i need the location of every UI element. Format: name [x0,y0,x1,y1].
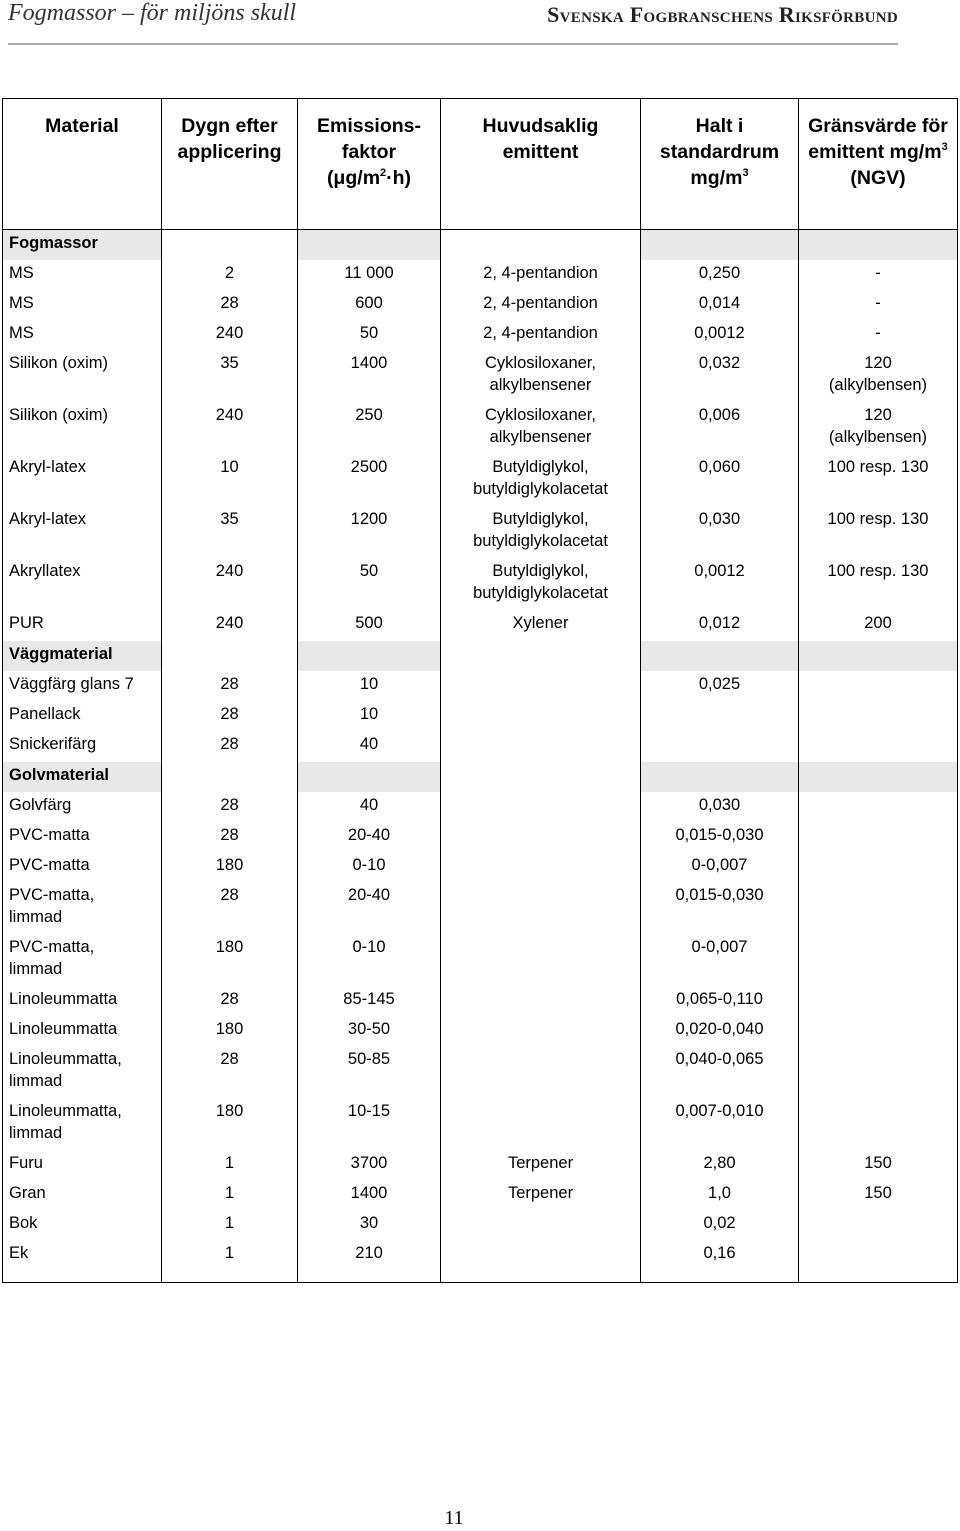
table-cell: 1,0 [641,1180,799,1210]
table-cell: PVC-matta [3,852,162,882]
table-row [3,454,958,506]
table-cell: Cyklosiloxaner, alkylbensener [441,350,641,402]
table-header-row [3,99,958,230]
table-cell: 100 resp. 130 [799,506,958,558]
table-cell: 50 [298,558,441,610]
padding-cell [441,1270,641,1283]
table-cell [441,1240,641,1270]
table-cell: - [799,320,958,350]
table-row [3,934,958,986]
section-header-cell [641,762,799,793]
table-cell: 28 [162,792,298,822]
table-cell: Butyldiglykol, butyldiglykolacetat [441,506,641,558]
table-cell: Bok [3,1210,162,1240]
table-cell: Silikon (oxim) [3,350,162,402]
table-cell: 150 [799,1150,958,1180]
table-cell [641,701,799,731]
table-row [3,701,958,731]
padding-cell [641,1270,799,1283]
table-cell: - [799,290,958,320]
table-cell: 40 [298,792,441,822]
table-cell: 28 [162,882,298,934]
table-row [3,1240,958,1270]
table-row [3,882,958,934]
table-cell: 10 [298,701,441,731]
table-row [3,610,958,641]
table-row [3,1210,958,1240]
table-cell: Akryl-latex [3,506,162,558]
section-title: Fogmassor [3,230,162,261]
table-cell: 0,015-0,030 [641,822,799,852]
table-cell [799,701,958,731]
table-cell: 0,020-0,040 [641,1016,799,1046]
table-cell: 1200 [298,506,441,558]
table-cell: Linoleummatta [3,986,162,1016]
table-cell [799,1046,958,1098]
table-cell [441,731,641,762]
table-cell: 0-0,007 [641,852,799,882]
section-header-row [3,230,958,261]
section-header-cell [162,230,298,261]
table-cell [441,792,641,822]
table-cell: 85-145 [298,986,441,1016]
table-row [3,671,958,701]
table-row [3,852,958,882]
table-cell [441,701,641,731]
table-cell: 11 000 [298,260,441,290]
table-cell [799,1016,958,1046]
section-header-cell [799,641,958,672]
table-cell: Golvfärg [3,792,162,822]
section-header-cell [641,641,799,672]
table-cell: 0,16 [641,1240,799,1270]
table-cell: 28 [162,986,298,1016]
table-cell: 2, 4-pentandion [441,320,641,350]
table-cell: 0,065-0,110 [641,986,799,1016]
table-cell [441,852,641,882]
table-cell: 0-10 [298,934,441,986]
table-cell: 100 resp. 130 [799,454,958,506]
table-cell: 35 [162,506,298,558]
table-row [3,731,958,762]
table-cell: Akryllatex [3,558,162,610]
table-cell: 200 [799,610,958,641]
table-cell [441,1210,641,1240]
table-cell: 30 [298,1210,441,1240]
section-header-row [3,762,958,793]
table-cell: 50 [298,320,441,350]
table-row [3,320,958,350]
table-cell: 0,007-0,010 [641,1098,799,1150]
section-header-cell [441,230,641,261]
section-header-cell [441,762,641,793]
section-header-cell [162,762,298,793]
table-cell: 2, 4-pentandion [441,260,641,290]
table-cell: Ek [3,1240,162,1270]
table-cell: PVC-matta, limmad [3,934,162,986]
table-cell: 180 [162,1016,298,1046]
table-cell: PVC-matta [3,822,162,852]
table-row [3,260,958,290]
table-cell [799,792,958,822]
table-cell: 0,012 [641,610,799,641]
table-cell [441,1046,641,1098]
section-header-cell [799,230,958,261]
table-cell: MS [3,320,162,350]
table-cell: 2,80 [641,1150,799,1180]
table-cell: 20-40 [298,822,441,852]
table-cell [441,1098,641,1150]
table-cell: 0,040-0,065 [641,1046,799,1098]
table-cell: Akryl-latex [3,454,162,506]
table-cell: 1 [162,1240,298,1270]
table-cell: Linoleummatta [3,1016,162,1046]
table-row [3,1150,958,1180]
table-cell: 20-40 [298,882,441,934]
table-row [3,1016,958,1046]
padding-cell [799,1270,958,1283]
table-cell: 10 [162,454,298,506]
table-cell: 1 [162,1180,298,1210]
table-cell: 120 (alkylbensen) [799,402,958,454]
table-cell [441,934,641,986]
table-bottom-padding [3,1270,958,1283]
emission-table [2,98,958,1283]
table-cell: Snickerifärg [3,731,162,762]
table-row [3,558,958,610]
table-cell: 2500 [298,454,441,506]
table-cell: 600 [298,290,441,320]
table-cell: 100 resp. 130 [799,558,958,610]
table-row [3,986,958,1016]
table-cell [441,986,641,1016]
table-cell: 35 [162,350,298,402]
column-header-material: Material [3,99,162,230]
table-cell [799,934,958,986]
table-cell: 0,014 [641,290,799,320]
table-cell [799,882,958,934]
table-row [3,822,958,852]
table-cell: Silikon (oxim) [3,402,162,454]
table-cell: 1 [162,1210,298,1240]
table-cell: 28 [162,290,298,320]
section-header-cell [162,641,298,672]
table-cell: 0,030 [641,506,799,558]
table-cell [799,822,958,852]
section-header-cell [298,762,441,793]
column-header-emission-factor: Emissions-faktor $(\mu g/m^2\cdot h)$ [298,99,441,230]
table-body [3,230,958,1283]
running-header-title: Fogmassor – för miljöns skull [8,0,297,26]
table-row [3,506,958,558]
table-cell [441,882,641,934]
table-cell: 500 [298,610,441,641]
page-number: 11 [444,1507,464,1529]
running-header-organization: Svenska Fogbranschens Riksförbund [547,2,898,27]
table-cell [799,671,958,701]
table-cell: MS [3,290,162,320]
table-row [3,402,958,454]
table-cell: Xylener [441,610,641,641]
table-cell: 0,030 [641,792,799,822]
table-cell [441,822,641,852]
table-cell [441,1016,641,1046]
table-cell: Cyklosiloxaner, alkylbensener [441,402,641,454]
table-cell: 240 [162,402,298,454]
section-header-cell [298,641,441,672]
table-cell: 28 [162,822,298,852]
section-title: Golvmaterial [3,762,162,793]
section-header-cell [298,230,441,261]
padding-cell [3,1270,162,1283]
column-header-concentration: Halt i standardrum $mg/m^3$ [641,99,799,230]
table-row [3,1180,958,1210]
table-cell: Väggfärg glans 7 [3,671,162,701]
table-cell [799,1240,958,1270]
table-cell: 2 [162,260,298,290]
table-row [3,290,958,320]
table-cell [799,986,958,1016]
padding-cell [298,1270,441,1283]
table-cell [799,731,958,762]
table-cell: 2, 4-pentandion [441,290,641,320]
table-cell: Gran [3,1180,162,1210]
section-title: Väggmaterial [3,641,162,672]
header-divider [8,43,898,45]
table-cell: Butyldiglykol, butyldiglykolacetat [441,558,641,610]
section-header-cell [641,230,799,261]
table-cell: 28 [162,1046,298,1098]
table-cell: 0,006 [641,402,799,454]
table-cell: 210 [298,1240,441,1270]
table-cell: 240 [162,320,298,350]
table-cell: Terpener [441,1150,641,1180]
table-cell: 40 [298,731,441,762]
table-cell: 180 [162,934,298,986]
table-cell: 250 [298,402,441,454]
column-header-main-emitter: Huvudsaklig emittent [441,99,641,230]
column-header-days: Dygn efter applicering [162,99,298,230]
table-cell: 0-10 [298,852,441,882]
table-cell: 1400 [298,1180,441,1210]
table-cell: 240 [162,558,298,610]
table-cell: 0,060 [641,454,799,506]
table-cell: 1400 [298,350,441,402]
section-header-row [3,641,958,672]
table-cell: 0,250 [641,260,799,290]
section-header-cell [441,641,641,672]
table-cell: 28 [162,701,298,731]
padding-cell [162,1270,298,1283]
table-row [3,1098,958,1150]
table-cell [799,1210,958,1240]
table-cell: 0,032 [641,350,799,402]
table-cell: 180 [162,852,298,882]
table-cell: 180 [162,1098,298,1150]
table-cell [799,1098,958,1150]
table-cell: 3700 [298,1150,441,1180]
table-cell: 0,015-0,030 [641,882,799,934]
table-cell: 0,0012 [641,558,799,610]
table-cell: 1 [162,1150,298,1180]
table-cell: Butyldiglykol, butyldiglykolacetat [441,454,641,506]
table-cell: Panellack [3,701,162,731]
table-cell: 10-15 [298,1098,441,1150]
table-row [3,792,958,822]
table-cell [641,731,799,762]
table-cell: Linoleummatta, limmad [3,1098,162,1150]
table-cell: 120 (alkylbensen) [799,350,958,402]
table-cell: Terpener [441,1180,641,1210]
table-cell: 50-85 [298,1046,441,1098]
table-cell: 150 [799,1180,958,1210]
table-cell: 30-50 [298,1016,441,1046]
table-cell: 28 [162,731,298,762]
column-header-limit-value: Gränsvärde för emittent $mg/m^3$ (NGV) [799,99,958,230]
table-cell: 10 [298,671,441,701]
table-cell: Linoleummatta, limmad [3,1046,162,1098]
table-row [3,350,958,402]
table-cell: 0,025 [641,671,799,701]
table-cell: PUR [3,610,162,641]
table-cell: PVC-matta, limmad [3,882,162,934]
table-cell [441,671,641,701]
table-row [3,1046,958,1098]
table-cell [799,852,958,882]
table-cell: MS [3,260,162,290]
table-cell: 28 [162,671,298,701]
table-cell: 0,0012 [641,320,799,350]
table-cell: Furu [3,1150,162,1180]
table-cell: 0-0,007 [641,934,799,986]
table-cell: - [799,260,958,290]
table-cell: 240 [162,610,298,641]
section-header-cell [799,762,958,793]
table-cell: 0,02 [641,1210,799,1240]
